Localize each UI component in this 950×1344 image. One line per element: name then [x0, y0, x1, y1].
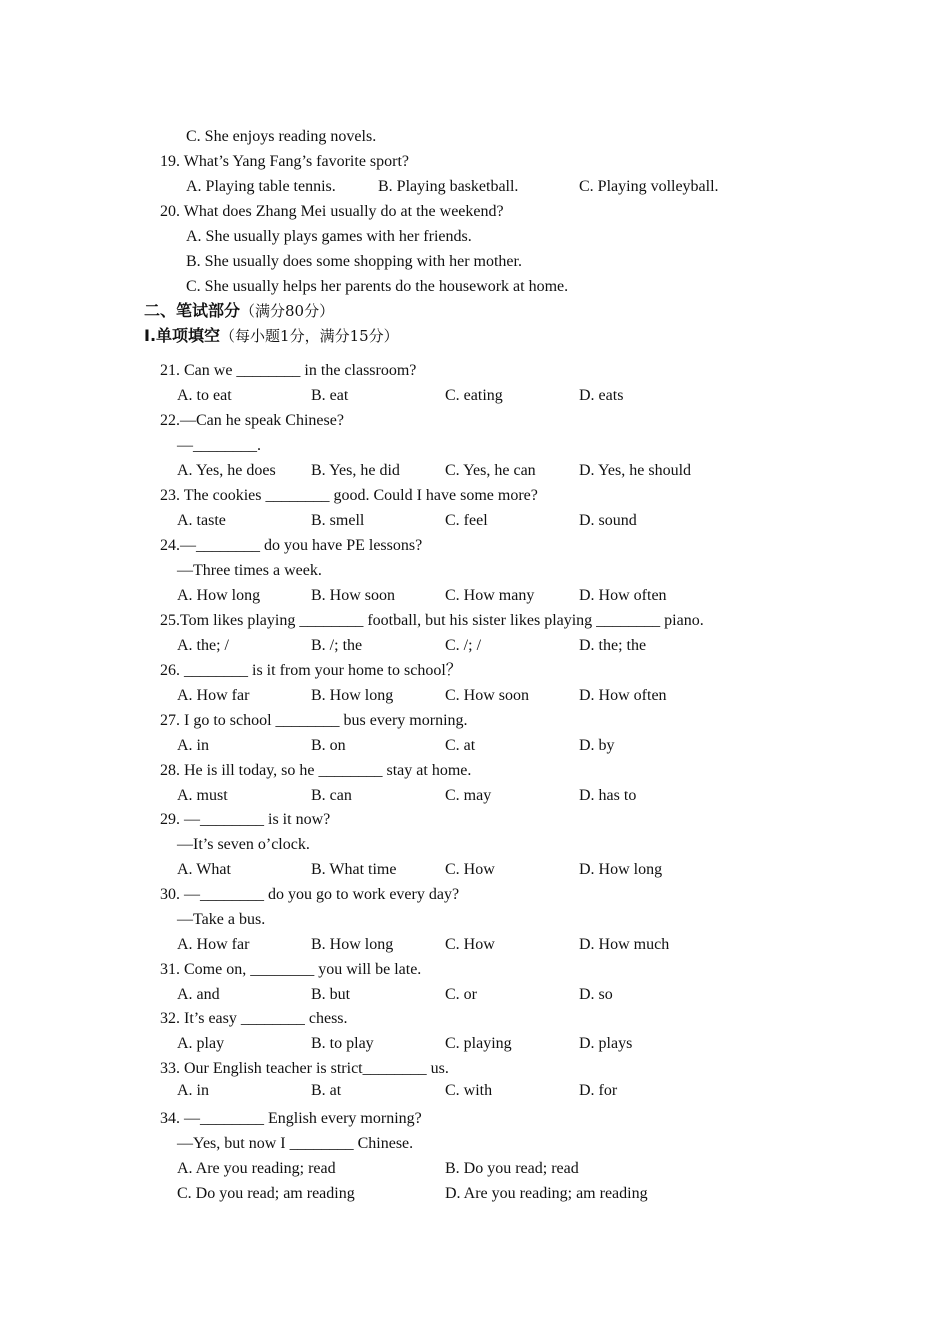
q32-option-b: B. to play	[311, 1035, 374, 1052]
q26-stem: 26. ________ is it from your home to school？	[160, 662, 462, 679]
part-1-title: I.单项填空	[144, 326, 221, 345]
q19-option-a: A. Playing table tennis.	[186, 178, 336, 195]
q27-option-a: A. in	[177, 737, 209, 754]
q19-stem: 19. What’s Yang Fang’s favorite sport?	[160, 153, 410, 170]
q27-stem: 27. I go to school ________ bus every morning.	[160, 712, 468, 729]
q32-option-a: A. play	[177, 1035, 225, 1052]
q34-option-c: C. Do you read; am reading	[177, 1185, 355, 1202]
q20-option-c: C. She usually helps her parents do the housework at home.	[186, 278, 569, 295]
q26-option-c: C. How soon	[445, 687, 530, 704]
q28-option-b: B. can	[311, 787, 352, 804]
q31-stem: 31. Come on, ________ you will be late.	[160, 961, 422, 978]
q25-stem: 25.Tom likes playing ________ football, but his sister likes playing ________ piano.	[160, 612, 704, 629]
q34-option-a: A. Are you reading; read	[177, 1160, 336, 1177]
q24-stem: 24.—________ do you have PE lessons?	[160, 537, 423, 554]
q33-option-d: D. for	[579, 1082, 618, 1099]
q25-option-c: C. /; /	[445, 637, 482, 654]
q21-option-d: D. eats	[579, 387, 624, 404]
q30-stem: 30. —________ do you go to work every day?	[160, 886, 460, 903]
q18-option-c: C. She enjoys reading novels.	[186, 128, 377, 145]
q25-option-b: B. /; the	[311, 637, 363, 654]
q21-stem: 21. Can we ________ in the classroom?	[160, 362, 417, 379]
q33-option-b: B. at	[311, 1082, 342, 1099]
q32-stem: 32. It’s easy ________ chess.	[160, 1010, 348, 1027]
q24-response: —Three times a week.	[177, 562, 322, 579]
q22-option-a: A. Yes, he does	[177, 462, 276, 479]
q23-option-a: A. taste	[177, 512, 226, 529]
q24-option-d: D. How often	[579, 587, 667, 604]
q24-option-a: A. How long	[177, 587, 261, 604]
q30-option-a: A. How far	[177, 936, 250, 953]
q21-option-a: A. to eat	[177, 387, 232, 404]
q23-option-d: D. sound	[579, 512, 637, 529]
q33-option-c: C. with	[445, 1082, 493, 1099]
q20-option-a: A. She usually plays games with her friends.	[186, 228, 472, 245]
q25-option-a: A. the; /	[177, 637, 229, 654]
q23-option-b: B. smell	[311, 512, 365, 529]
q29-option-d: D. How long	[579, 861, 663, 878]
part-1-heading	[144, 326, 399, 346]
q33-option-a: A. in	[177, 1082, 209, 1099]
q21-option-b: B. eat	[311, 387, 349, 404]
q29-option-c: C. How	[445, 861, 495, 878]
q31-option-b: B. but	[311, 986, 351, 1003]
q29-option-a: A. What	[177, 861, 231, 878]
q24-option-c: C. How many	[445, 587, 535, 604]
q29-response: —It’s seven o’clock.	[177, 836, 310, 853]
q31-option-a: A. and	[177, 986, 220, 1003]
q33-stem: 33. Our English teacher is strict________ us.	[160, 1060, 449, 1077]
section-2-heading	[144, 301, 334, 321]
q31-option-d: D. so	[579, 986, 613, 1003]
q27-option-b: B. on	[311, 737, 346, 754]
q23-stem: 23. The cookies ________ good. Could I have some more?	[160, 487, 538, 504]
q20-option-b: B. She usually does some shopping with her mother.	[186, 253, 522, 270]
q24-option-b: B. How soon	[311, 587, 396, 604]
q29-stem: 29. —________ is it now?	[160, 811, 331, 828]
q31-option-c: C. or	[445, 986, 477, 1003]
q28-stem: 28. He is ill today, so he ________ stay at home.	[160, 762, 472, 779]
q20-stem: 20. What does Zhang Mei usually do at the weekend?	[160, 203, 504, 220]
q30-option-d: D. How much	[579, 936, 670, 953]
q34-option-b: B. Do you read; read	[445, 1160, 579, 1177]
q19-option-b: B. Playing basketball.	[378, 178, 519, 195]
q22-option-c: C. Yes, he can	[445, 462, 536, 479]
q25-option-d: D. the; the	[579, 637, 647, 654]
q21-option-c: C. eating	[445, 387, 503, 404]
q34-response: —Yes, but now I ________ Chinese.	[177, 1135, 414, 1152]
section-2-title: 二、笔试部分	[144, 301, 241, 320]
q22-option-d: D. Yes, he should	[579, 462, 692, 479]
q34-option-d: D. Are you reading; am reading	[445, 1185, 648, 1202]
q26-option-d: D. How often	[579, 687, 667, 704]
q26-option-a: A. How far	[177, 687, 250, 704]
q28-option-d: D. has to	[579, 787, 637, 804]
q34-stem: 34. —________ English every morning?	[160, 1110, 422, 1127]
q32-option-d: D. plays	[579, 1035, 633, 1052]
q27-option-c: C. at	[445, 737, 476, 754]
q28-option-a: A. must	[177, 787, 228, 804]
q30-option-b: B. How long	[311, 936, 394, 953]
q22-option-b: B. Yes, he did	[311, 462, 400, 479]
q26-option-b: B. How long	[311, 687, 394, 704]
q28-option-c: C. may	[445, 787, 492, 804]
q30-response: —Take a bus.	[177, 911, 266, 928]
q22-stem: 22.—Can he speak Chinese?	[160, 412, 344, 429]
q27-option-d: D. by	[579, 737, 615, 754]
section-2-note: （满分80分）	[240, 302, 335, 320]
q29-option-b: B. What time	[311, 861, 397, 878]
q19-option-c: C. Playing volleyball.	[579, 178, 719, 195]
q22-response: —________.	[177, 437, 261, 454]
q23-option-c: C. feel	[445, 512, 488, 529]
part-1-note: （每小题1分，满分15分）	[220, 327, 399, 345]
q32-option-c: C. playing	[445, 1035, 512, 1052]
q30-option-c: C. How	[445, 936, 495, 953]
